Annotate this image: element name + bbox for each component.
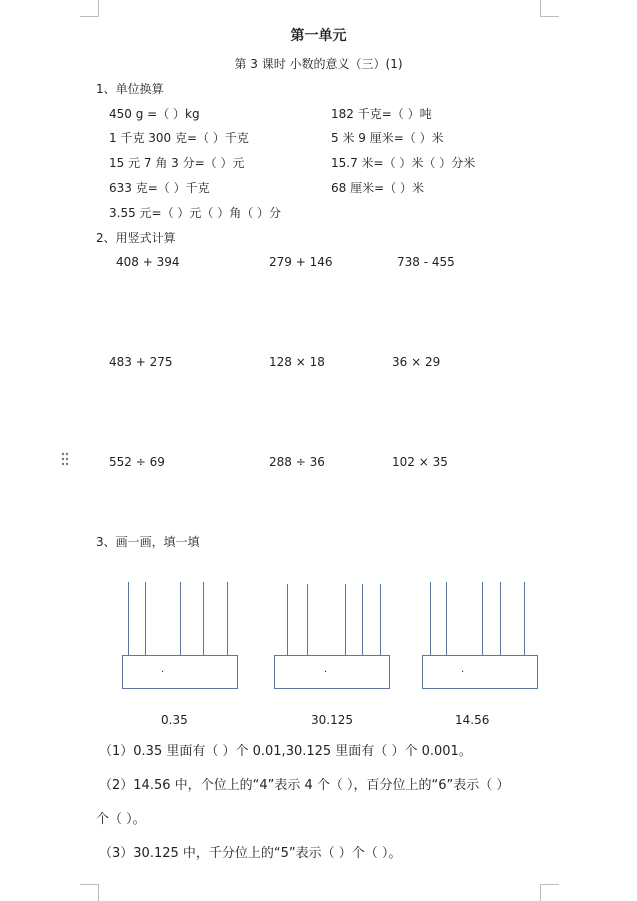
- conversion-item: 3.55 元=（ ）元（ ）角（ ）分: [109, 206, 282, 220]
- lesson-subtitle: 第 3 课时 小数的意义（三）(1): [234, 57, 403, 71]
- abacus-rod: [227, 582, 228, 656]
- conversion-item: 15 元 7 角 3 分=（ ）元: [109, 156, 245, 170]
- conversion-item: 633 克=（ ）千克: [109, 181, 210, 195]
- abacus-rod: [430, 582, 431, 656]
- abacus-rod: [500, 582, 501, 656]
- question-3: （3）30.125 中，千分位上的“5”表示（ ）个（ ）。: [99, 846, 402, 861]
- crop-mark-top-right: [540, 0, 559, 17]
- abacus-rod: [307, 584, 308, 656]
- conversion-item: 15.7 米=（ ）米（ ）分米: [331, 156, 476, 170]
- calc-problem: 552 ÷ 69: [109, 455, 165, 469]
- conversion-item: 450 g =（ ）kg: [109, 107, 200, 121]
- conversion-item: 5 米 9 厘米=（ ）米: [331, 131, 444, 145]
- abacus-rod: [345, 584, 346, 656]
- abacus-base: [274, 655, 390, 689]
- crop-mark-top-left: [80, 0, 99, 17]
- abacus-label: 0.35: [161, 713, 188, 727]
- abacus-rod: [203, 582, 204, 656]
- abacus-rod: [524, 582, 525, 656]
- abacus-rod: [446, 582, 447, 656]
- decimal-point: .: [161, 664, 165, 675]
- abacus-rod: [145, 582, 146, 656]
- abacus-rod: [128, 582, 129, 656]
- crop-mark-bottom-right: [540, 884, 559, 901]
- calc-problem: 102 × 35: [392, 455, 448, 469]
- abacus-base: [422, 655, 538, 689]
- question-2-continued: 个（ ）。: [96, 812, 146, 827]
- calc-problem: 36 × 29: [392, 355, 441, 369]
- section3-heading: 3、画一画，填一填: [96, 535, 200, 549]
- calc-problem: 738 - 455: [397, 255, 455, 269]
- decimal-point: .: [461, 664, 465, 675]
- page-title: 第一单元: [290, 28, 347, 44]
- calc-problem: 483 + 275: [109, 355, 173, 369]
- calc-problem: 279 + 146: [269, 255, 333, 269]
- section2-heading: 2、用竖式计算: [96, 231, 176, 245]
- abacus-label: 14.56: [455, 713, 490, 727]
- abacus-label: 30.125: [311, 713, 353, 727]
- decimal-point: .: [324, 664, 328, 675]
- crop-mark-bottom-left: [80, 884, 99, 901]
- abacus-rod: [362, 584, 363, 656]
- abacus-rod: [180, 582, 181, 656]
- question-2: （2）14.56 中，个位上的“4”表示 4 个（ ），百分位上的“6”表示（ ）: [99, 778, 510, 793]
- conversion-item: 68 厘米=（ ）米: [331, 181, 424, 195]
- abacus-rod: [380, 584, 381, 656]
- abacus-base: [122, 655, 238, 689]
- calc-problem: 408 + 394: [116, 255, 180, 269]
- abacus-rod: [287, 584, 288, 656]
- question-1: （1）0.35 里面有（ ）个 0.01,30.125 里面有（ ）个 0.001。: [99, 744, 472, 759]
- drag-handle-icon[interactable]: [61, 452, 69, 468]
- section1-heading: 1、单位换算: [96, 82, 164, 96]
- calc-problem: 288 ÷ 36: [269, 455, 325, 469]
- conversion-item: 182 千克=（ ）吨: [331, 107, 432, 121]
- calc-problem: 128 × 18: [269, 355, 325, 369]
- abacus-rod: [482, 582, 483, 656]
- conversion-item: 1 千克 300 克=（ ）千克: [109, 131, 249, 145]
